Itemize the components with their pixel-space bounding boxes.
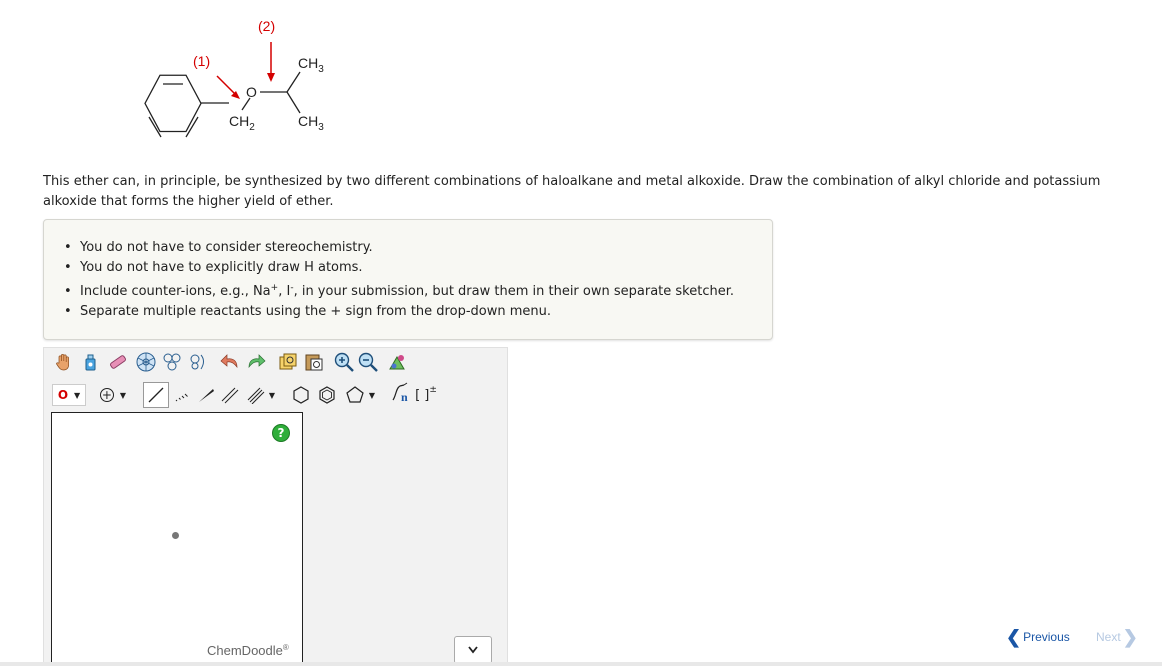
clean-structure-icon[interactable] (387, 351, 409, 373)
sketcher-select[interactable] (454, 636, 492, 664)
single-bond-tool[interactable] (143, 382, 169, 408)
ch2-label: $CH_2$ (229, 113, 255, 133)
charge-selector[interactable] (90, 384, 136, 406)
element-selector[interactable]: O ▼ (52, 384, 86, 406)
cyclopentane-icon (345, 385, 365, 405)
hint-item-counter-ions: • Include counter-ions, e.g., Na+, I-, in your submission, but draw them in their own separate sketcher. (80, 284, 734, 299)
label-bond-1: (1) (193, 53, 211, 69)
redo-icon[interactable] (245, 351, 267, 373)
cyclohexane-tool[interactable] (290, 384, 312, 406)
chevron-down-icon (468, 646, 478, 654)
lasso-icon[interactable] (187, 351, 209, 373)
bottom-divider (0, 662, 1162, 666)
oxygen-atom: O (246, 84, 257, 100)
paste-icon[interactable] (303, 351, 325, 373)
ether-structure-drawing (0, 0, 380, 150)
ch3-top-label: $CH_3$ (298, 55, 324, 75)
ch3-bottom-label: $CH_3$ (298, 113, 324, 133)
chemdoodle-brand: ChemDoodle® (207, 643, 289, 658)
hint-item: • You do not have to consider stereochemistry. (80, 240, 373, 255)
chevron-right-icon: ❯ (1122, 627, 1138, 647)
triple-bond-icon (247, 386, 265, 404)
pan-hand-icon[interactable] (53, 351, 75, 373)
copy-icon[interactable] (277, 351, 299, 373)
bracket-charge-tool[interactable]: [ ] ± (415, 385, 437, 403)
hashed-bond-icon (173, 386, 191, 404)
plus-charge-icon: + (101, 388, 112, 402)
chevron-down-icon: ▼ (74, 390, 81, 400)
triple-bond-tool[interactable] (243, 384, 279, 406)
clear-bottle-icon[interactable] (79, 351, 101, 373)
chain-template-icon[interactable] (161, 351, 183, 373)
cyclohexane-icon (291, 385, 311, 405)
zoom-in-icon[interactable] (333, 351, 355, 373)
hint-item: • You do not have to explicitly draw H atoms. (80, 260, 363, 275)
arrow-2-icon (267, 73, 275, 82)
canvas-atom-dot (172, 532, 179, 539)
next-button[interactable] (1096, 627, 1138, 647)
benzene-icon (317, 385, 337, 405)
help-button[interactable]: ? (272, 424, 290, 442)
hashed-bond-tool[interactable] (171, 384, 193, 406)
double-bond-icon (221, 386, 239, 404)
ring-template-icon[interactable] (135, 351, 157, 373)
wedge-bond-icon (197, 386, 215, 404)
hint-item: • Separate multiple reactants using the + sign from the drop-down menu. (80, 304, 551, 319)
zoom-out-icon[interactable] (357, 351, 379, 373)
chevron-down-icon: ▼ (268, 390, 276, 400)
hint-box (43, 219, 773, 340)
ether-structure (0, 0, 380, 150)
previous-button[interactable] (1006, 627, 1070, 647)
cyclopentane-tool[interactable] (341, 384, 379, 406)
sgroup-tool[interactable]: n (389, 382, 411, 404)
chevron-left-icon: ❮ (1006, 627, 1022, 647)
wedge-bond-tool[interactable] (195, 384, 217, 406)
previous-label: Previous (1023, 630, 1070, 644)
question-text: This ether can, in principle, be synthesized by two different combinations of haloalkane and metal alkoxide. Draw the combination of alkyl chloride and potassium alkoxide that forms the higher yield of ether. (43, 174, 1101, 209)
chem-sketcher (43, 347, 508, 666)
drawing-canvas[interactable] (51, 412, 303, 663)
next-label: Next (1096, 630, 1121, 644)
eraser-icon[interactable] (107, 351, 129, 373)
double-bond-tool[interactable] (219, 384, 241, 406)
label-bond-2: (2) (258, 18, 276, 34)
single-bond-icon (147, 386, 165, 404)
chevron-down-icon: ▼ (368, 390, 376, 400)
chevron-down-icon: ▼ (119, 390, 127, 400)
benzene-tool[interactable] (316, 384, 338, 406)
undo-icon[interactable] (219, 351, 241, 373)
